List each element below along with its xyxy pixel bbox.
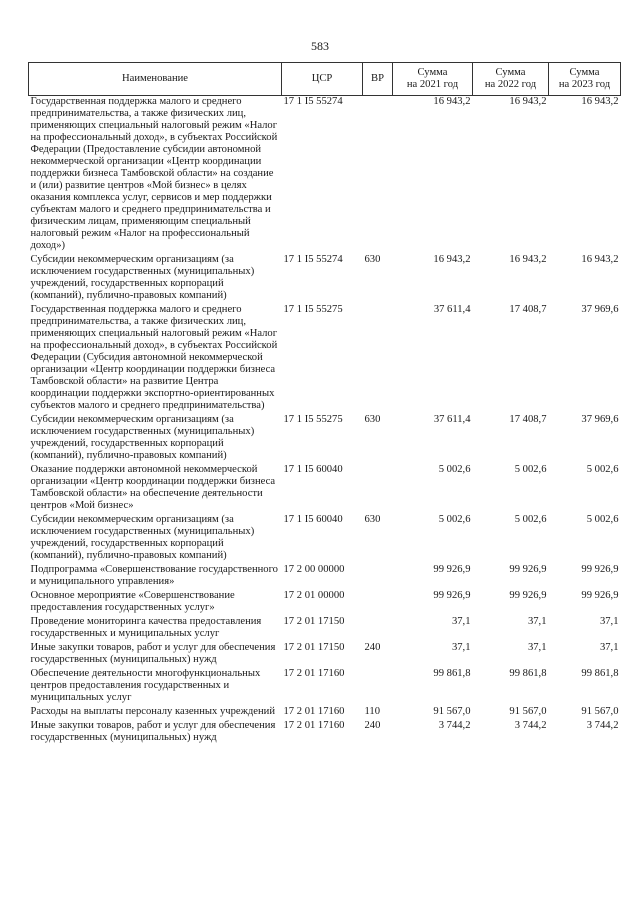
row-vr: 630 bbox=[364, 514, 381, 525]
row-vr bbox=[363, 668, 393, 706]
row-sum-2021: 5 002,6 bbox=[438, 514, 471, 525]
row-sum-2023: 37 969,6 bbox=[581, 304, 619, 315]
table-row bbox=[29, 254, 621, 304]
row-sum-2022: 37,1 bbox=[527, 642, 547, 653]
row-sum-2023: 37,1 bbox=[599, 642, 619, 653]
row-sum-2023: 5 002,6 bbox=[586, 514, 619, 525]
row-sum-2022: 99 861,8 bbox=[509, 668, 547, 679]
row-sum-2022: 5 002,6 bbox=[514, 514, 547, 525]
row-csr: 17 1 I5 55274 bbox=[283, 254, 343, 265]
row-name: Расходы на выплаты персоналу казенных учреждений bbox=[30, 706, 275, 717]
row-sum-2023: 99 861,8 bbox=[581, 668, 619, 679]
page-number: 583 bbox=[311, 39, 329, 53]
row-csr: 17 1 I5 55275 bbox=[283, 414, 343, 425]
row-csr: 17 2 00 00000 bbox=[283, 564, 345, 575]
table-row bbox=[29, 304, 621, 414]
table-row bbox=[29, 642, 621, 668]
row-sum-2023: 99 926,9 bbox=[581, 590, 619, 601]
header-sum-2021-line2: на 2021 год bbox=[406, 79, 459, 90]
row-sum-2022: 16 943,2 bbox=[509, 96, 547, 107]
row-sum-2023: 91 567,0 bbox=[581, 706, 619, 717]
row-name: Государственная поддержка малого и среднего предпринимательства, а также физических лиц, применяющих специальный налоговый режим «Налог на профессиональный доход», в субъектах Российской Федерации (Субсидия автономной некоммерческой организации «Центр координации поддержки бизнеса Тамбовской области» на развитие Центра координации поддержки экспортно-ориентированных субъектов малого и среднего предпринимательства) bbox=[30, 304, 278, 411]
row-sum-2023: 99 926,9 bbox=[581, 564, 619, 575]
budget-table bbox=[28, 62, 621, 746]
row-csr: 17 2 01 00000 bbox=[283, 590, 345, 601]
row-name: Проведение мониторинга качества предоставления государственных и муниципальных услуг bbox=[30, 616, 262, 639]
header-sum-2022-line1: Сумма bbox=[495, 67, 526, 78]
row-sum-2022: 3 744,2 bbox=[514, 720, 547, 731]
row-sum-2021: 16 943,2 bbox=[433, 254, 471, 265]
row-sum-2021: 91 567,0 bbox=[433, 706, 471, 717]
row-sum-2022: 16 943,2 bbox=[509, 254, 547, 265]
row-sum-2021: 37,1 bbox=[451, 616, 471, 627]
row-vr: 240 bbox=[364, 642, 381, 653]
row-vr: 630 bbox=[364, 254, 381, 265]
header-sum-2023 bbox=[549, 63, 621, 96]
row-vr bbox=[363, 590, 393, 616]
row-name: Обеспечение деятельности многофункциональных центров предоставления государственных и муниципальных услуг bbox=[30, 668, 261, 703]
header-sum-2021-line1: Сумма bbox=[417, 67, 448, 78]
row-sum-2022: 99 926,9 bbox=[509, 590, 547, 601]
row-sum-2023: 16 943,2 bbox=[581, 96, 619, 107]
row-vr bbox=[363, 464, 393, 514]
row-name: Иные закупки товаров, работ и услуг для обеспечения государственных (муниципальных) нужд bbox=[30, 720, 276, 743]
row-vr: 240 bbox=[364, 720, 381, 731]
row-sum-2021: 99 926,9 bbox=[433, 564, 471, 575]
row-name: Субсидии некоммерческим организациям (за исключением государственных (муниципальных) учреждений, государственных корпораций (компаний), публично-правовых компаний) bbox=[30, 514, 255, 561]
row-csr: 17 1 I5 60040 bbox=[283, 464, 343, 475]
table-row bbox=[29, 706, 621, 720]
header-name: Наименование bbox=[29, 63, 282, 96]
row-sum-2023: 5 002,6 bbox=[586, 464, 619, 475]
row-vr bbox=[363, 96, 393, 255]
table-header-row bbox=[29, 63, 621, 96]
row-name: Подпрограмма «Совершенствование государственного и муниципального управления» bbox=[30, 564, 278, 587]
row-csr: 17 2 01 17160 bbox=[283, 706, 345, 717]
row-csr: 17 1 I5 60040 bbox=[283, 514, 343, 525]
row-name: Субсидии некоммерческим организациям (за исключением государственных (муниципальных) учреждений, государственных корпораций (компаний), публично-правовых компаний) bbox=[30, 254, 255, 301]
row-csr: 17 2 01 17160 bbox=[283, 720, 345, 731]
row-sum-2022: 37,1 bbox=[527, 616, 547, 627]
table-row bbox=[29, 590, 621, 616]
row-vr: 110 bbox=[364, 706, 380, 717]
row-sum-2023: 37 969,6 bbox=[581, 414, 619, 425]
row-sum-2022: 99 926,9 bbox=[509, 564, 547, 575]
row-sum-2023: 16 943,2 bbox=[581, 254, 619, 265]
row-vr bbox=[363, 564, 393, 590]
header-sum-2023-line2: на 2023 год bbox=[558, 79, 611, 90]
row-sum-2023: 37,1 bbox=[599, 616, 619, 627]
row-name: Государственная поддержка малого и среднего предпринимательства, а также физических лиц, применяющих специальный налоговый режим «Налог на профессиональный доход», в субъектах Российской Федерации (Предоставление субсидии автономной некоммерческой организации «Центр координации поддержки бизнеса Тамбовской области» на создание и (или) развитие центров «Мой бизнес» в целях оказания комплекса услуг, сервисов и мер поддержки субъектам малого и среднего предпринимательства и физическим лицам, применяющим специальный налоговый режим «Налог на профессиональный доход») bbox=[30, 96, 278, 251]
header-sum-2022-line2: на 2022 год bbox=[484, 79, 537, 90]
row-sum-2021: 37 611,4 bbox=[433, 414, 471, 425]
row-vr bbox=[363, 616, 393, 642]
row-name: Основное мероприятие «Совершенствование предоставления государственных услуг» bbox=[30, 590, 235, 613]
row-csr: 17 2 01 17150 bbox=[283, 642, 345, 653]
row-sum-2021: 5 002,6 bbox=[438, 464, 471, 475]
table-row bbox=[29, 668, 621, 706]
header-sum-2022 bbox=[473, 63, 549, 96]
table-row bbox=[29, 414, 621, 464]
row-vr: 630 bbox=[364, 414, 381, 425]
row-sum-2021: 99 926,9 bbox=[433, 590, 471, 601]
row-sum-2023: 3 744,2 bbox=[586, 720, 619, 731]
table-row bbox=[29, 616, 621, 642]
row-sum-2021: 16 943,2 bbox=[433, 96, 471, 107]
row-csr: 17 2 01 17160 bbox=[283, 668, 345, 679]
row-sum-2021: 37,1 bbox=[451, 642, 471, 653]
row-csr: 17 1 I5 55275 bbox=[283, 304, 343, 315]
row-sum-2021: 3 744,2 bbox=[438, 720, 471, 731]
table-row bbox=[29, 96, 621, 255]
header-vr: ВР bbox=[363, 63, 393, 96]
row-name: Иные закупки товаров, работ и услуг для обеспечения государственных (муниципальных) нужд bbox=[30, 642, 276, 665]
row-csr: 17 2 01 17150 bbox=[283, 616, 345, 627]
table-row bbox=[29, 514, 621, 564]
row-name: Субсидии некоммерческим организациям (за исключением государственных (муниципальных) учреждений, государственных корпораций (компаний), публично-правовых компаний) bbox=[30, 414, 255, 461]
row-sum-2021: 99 861,8 bbox=[433, 668, 471, 679]
row-sum-2022: 17 408,7 bbox=[509, 414, 547, 425]
row-name: Оказание поддержки автономной некоммерческой организации «Центр координации поддержки бизнеса Тамбовской области» на обеспечение деятельности центров «Мой бизнес» bbox=[30, 464, 276, 511]
row-sum-2022: 91 567,0 bbox=[509, 706, 547, 717]
table-row bbox=[29, 464, 621, 514]
row-sum-2022: 17 408,7 bbox=[509, 304, 547, 315]
row-vr bbox=[363, 304, 393, 414]
row-sum-2021: 37 611,4 bbox=[433, 304, 471, 315]
table-row bbox=[29, 720, 621, 746]
row-sum-2022: 5 002,6 bbox=[514, 464, 547, 475]
header-csr: ЦСР bbox=[282, 63, 363, 96]
row-csr: 17 1 I5 55274 bbox=[283, 96, 343, 107]
header-sum-2021 bbox=[393, 63, 473, 96]
header-sum-2023-line1: Сумма bbox=[569, 67, 600, 78]
table-row bbox=[29, 564, 621, 590]
